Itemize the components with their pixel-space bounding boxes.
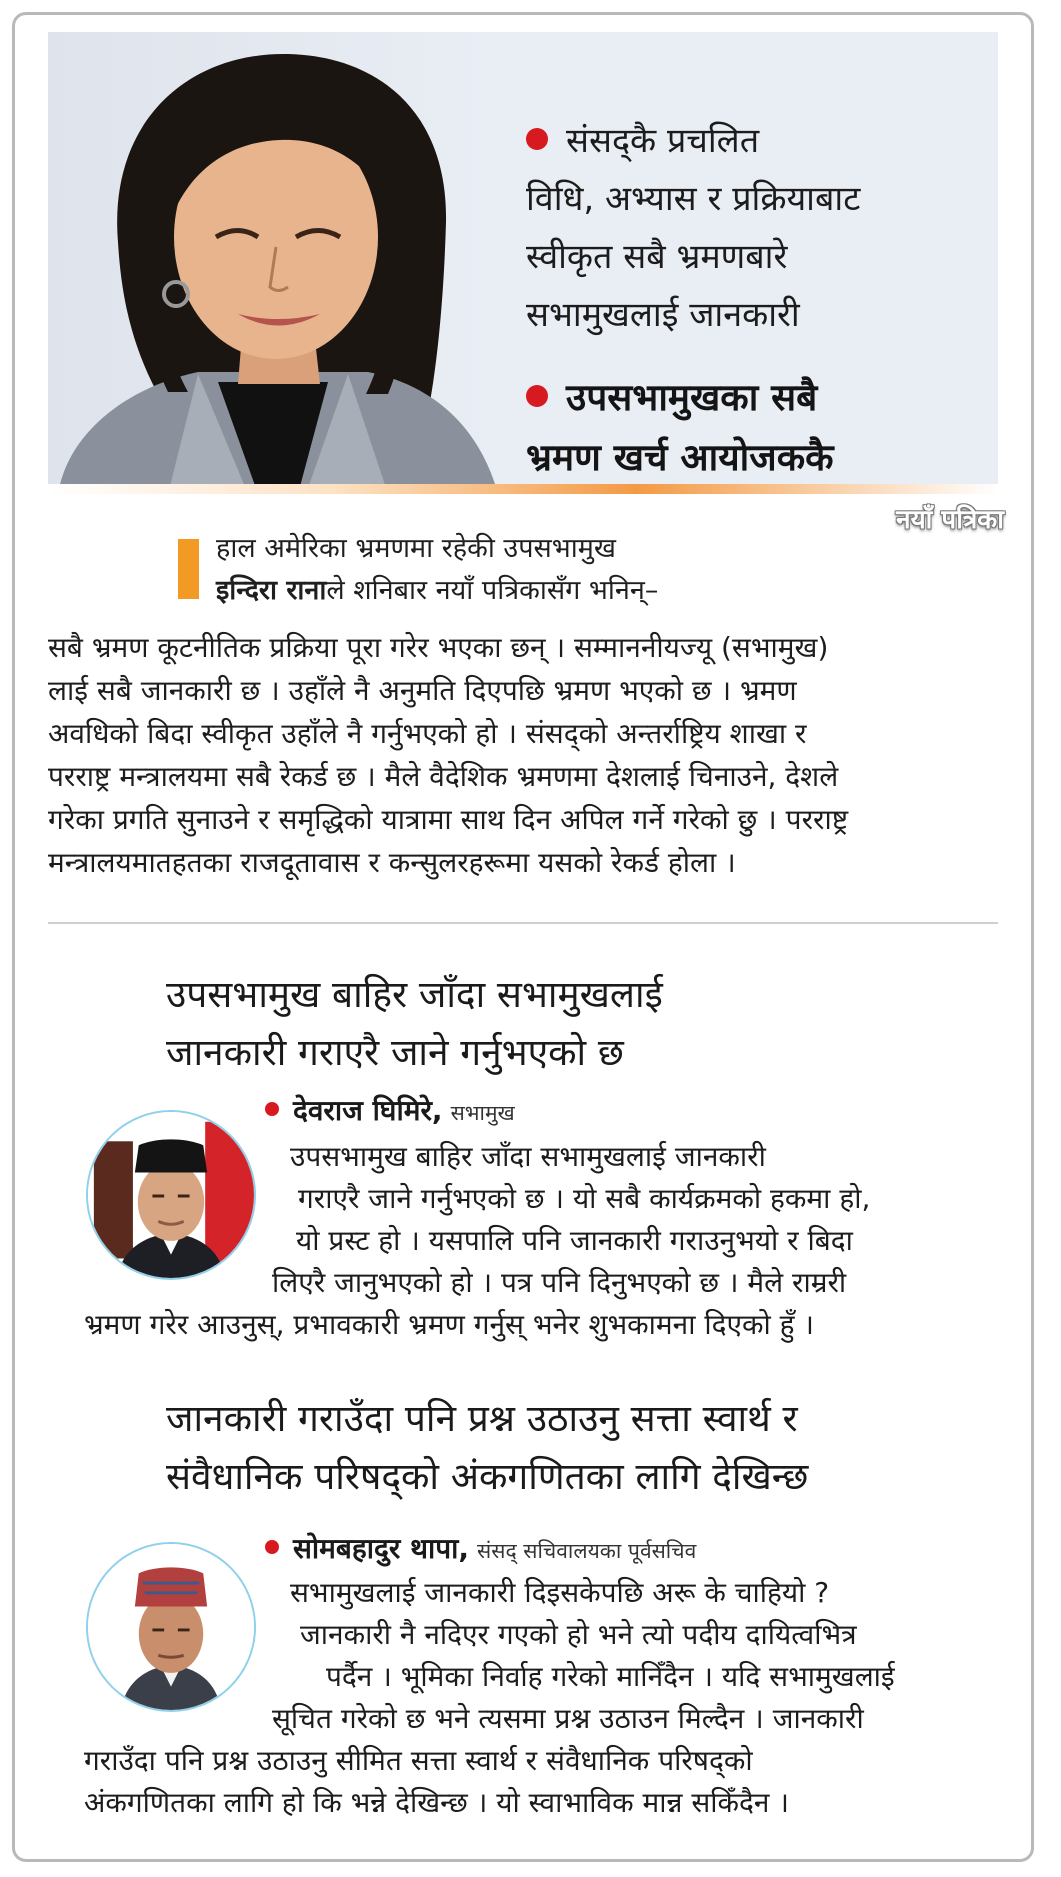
bullet-dot-icon xyxy=(526,128,548,150)
hero-bullet-1-line-4: सभामुखलाई जानकारी xyxy=(526,295,800,335)
speaker-1-role: सभामुख xyxy=(450,1101,515,1125)
section-1-headline-line-1: उपसभामुख बाहिर जाँदा सभामुखलाई xyxy=(166,973,663,1016)
speaker-2-role: संसद् सचिवालयका पूर्वसचिव xyxy=(477,1539,697,1563)
section-divider xyxy=(48,922,998,924)
speaker-2-photo xyxy=(86,1542,256,1712)
bullet-dot-icon xyxy=(265,1540,279,1554)
portrait-photo-main xyxy=(48,32,498,494)
paragraph-line: गरेका प्रगति सुनाउने र समृद्धिको यात्रामा साथ दिन अपिल गर्ने गरेको छु । परराष्ट्र xyxy=(48,803,849,836)
section-2-headline-line-2: संवैधानिक परिषद्को अंकगणितका लागि देखिन्छ xyxy=(166,1455,809,1498)
speaker-1-name: देवराज घिमिरे, xyxy=(293,1094,443,1127)
speaker-1-photo xyxy=(86,1110,256,1280)
intro-line-2-rest: ले शनिबार नयाँ पत्रिकासँग भनिन्– xyxy=(326,575,659,606)
speaker-2-quote-line-2: जानकारी नै नदिएर गएको हो भने त्यो पदीय दायित्वभित्र xyxy=(300,1618,857,1651)
speaker-2-byline xyxy=(265,1532,696,1568)
speaker-2-quote-line-6: अंकगणितका लागि हो कि भन्ने देखिन्छ । यो स्वाभाविक मान्न सकिँदैन । xyxy=(84,1786,789,1819)
intro-line-2 xyxy=(216,570,658,612)
section-2-headline xyxy=(166,1390,808,1506)
bullet-dot-icon xyxy=(265,1102,279,1116)
hero-bullet-2 xyxy=(526,368,834,488)
speaker-1-quote-line-4: लिएरै जानुभएको हो । पत्र पनि दिनुभएको छ । मैले राम्ररी xyxy=(272,1266,847,1299)
paragraph-line: सबै भ्रमण कूटनीतिक प्रक्रिया पूरा गरेर भएका छन् । सम्माननीयज्यू (सभामुख) xyxy=(48,631,829,664)
speaker-2-quote-line-4: सूचित गरेको छ भने त्यसमा प्रश्न उठाउन मिल्दैन । जानकारी xyxy=(272,1702,864,1735)
hero-banner xyxy=(48,32,998,494)
brand-watermark: नयाँ पत्रिका xyxy=(896,505,1004,535)
speaker-2-name: सोमबहादुर थापा, xyxy=(293,1532,470,1565)
speaker-1-quote-line-3: यो प्रस्ट हो । यसपालि पनि जानकारी गराउनुभयो र बिदा xyxy=(296,1224,853,1257)
main-paragraph xyxy=(48,626,1000,884)
hero-bullet-2-line-2: भ्रमण खर्च आयोजककै xyxy=(526,436,834,479)
intro-text xyxy=(216,528,658,612)
section-1-headline-line-2: जानकारी गराएरै जाने गर्नुभएको छ xyxy=(166,1031,624,1074)
intro-line-1: हाल अमेरिका भ्रमणमा रहेकी उपसभामुख xyxy=(216,533,616,564)
speaker-2-quote-line-1: सभामुखलाई जानकारी दिइसकेपछि अरू के चाहियो ? xyxy=(290,1576,830,1609)
speaker-1-byline xyxy=(265,1094,515,1130)
speaker-1-portrait-icon xyxy=(88,1112,254,1278)
hero-bullet-2-line-1: उपसभामुखका सबै xyxy=(566,376,818,419)
hero-bullet-1 xyxy=(526,112,860,344)
speaker-2-portrait-icon xyxy=(88,1544,254,1710)
section-2-headline-line-1: जानकारी गराउँदा पनि प्रश्न उठाउनु सत्ता स्वार्थ र xyxy=(166,1397,798,1440)
speaker-1-quote-line-5: भ्रमण गरेर आउनुस्, प्रभावकारी भ्रमण गर्नुस् भनेर शुभकामना दिएको हुँ । xyxy=(84,1308,815,1341)
hero-bullet-1-line-3: स्वीकृत सबै भ्रमणबारे xyxy=(526,237,788,277)
paragraph-line: मन्त्रालयमातहतका राजदूतावास र कन्सुलरहरूमा यसको रेकर्ड होला । xyxy=(48,846,736,879)
bullet-dot-icon xyxy=(526,385,548,407)
hero-accent-bar xyxy=(48,484,998,494)
speaker-1-quote-line-1: उपसभामुख बाहिर जाँदा सभामुखलाई जानकारी xyxy=(290,1140,766,1173)
paragraph-line: परराष्ट्र मन्त्रालयमा सबै रेकर्ड छ । मैले वैदेशिक भ्रमणमा देशलाई चिनाउने, देशले xyxy=(48,760,839,793)
speaker-2-quote-line-5: गराउँदा पनि प्रश्न उठाउनु सीमित सत्ता स्वार्थ र संवैधानिक परिषद्को xyxy=(84,1744,753,1777)
speaker-2-quote-line-3: पर्दैन । भूमिका निर्वाह गरेको मानिँदैन । यदि सभामुखलाई xyxy=(326,1660,895,1693)
paragraph-line: लाई सबै जानकारी छ । उहाँले नै अनुमति दिएपछि भ्रमण भएको छ । भ्रमण xyxy=(48,674,797,707)
intro-speaker-name: इन्दिरा राना xyxy=(216,575,327,606)
intro-accent-mark xyxy=(178,539,199,599)
paragraph-line: अवधिको बिदा स्वीकृत उहाँले नै गर्नुभएको हो । संसद्को अन्तर्राष्ट्रिय शाखा र xyxy=(48,717,807,750)
speaker-1-quote-line-2: गराएरै जाने गर्नुभएको छ । यो सबै कार्यक्रमको हकमा हो, xyxy=(298,1182,871,1215)
hero-bullet-1-line-2: विधि, अभ्यास र प्रक्रियाबाट xyxy=(526,179,861,219)
hero-bullet-1-line-1: संसद्कै प्रचलित xyxy=(566,121,760,161)
section-1-headline xyxy=(166,966,663,1082)
